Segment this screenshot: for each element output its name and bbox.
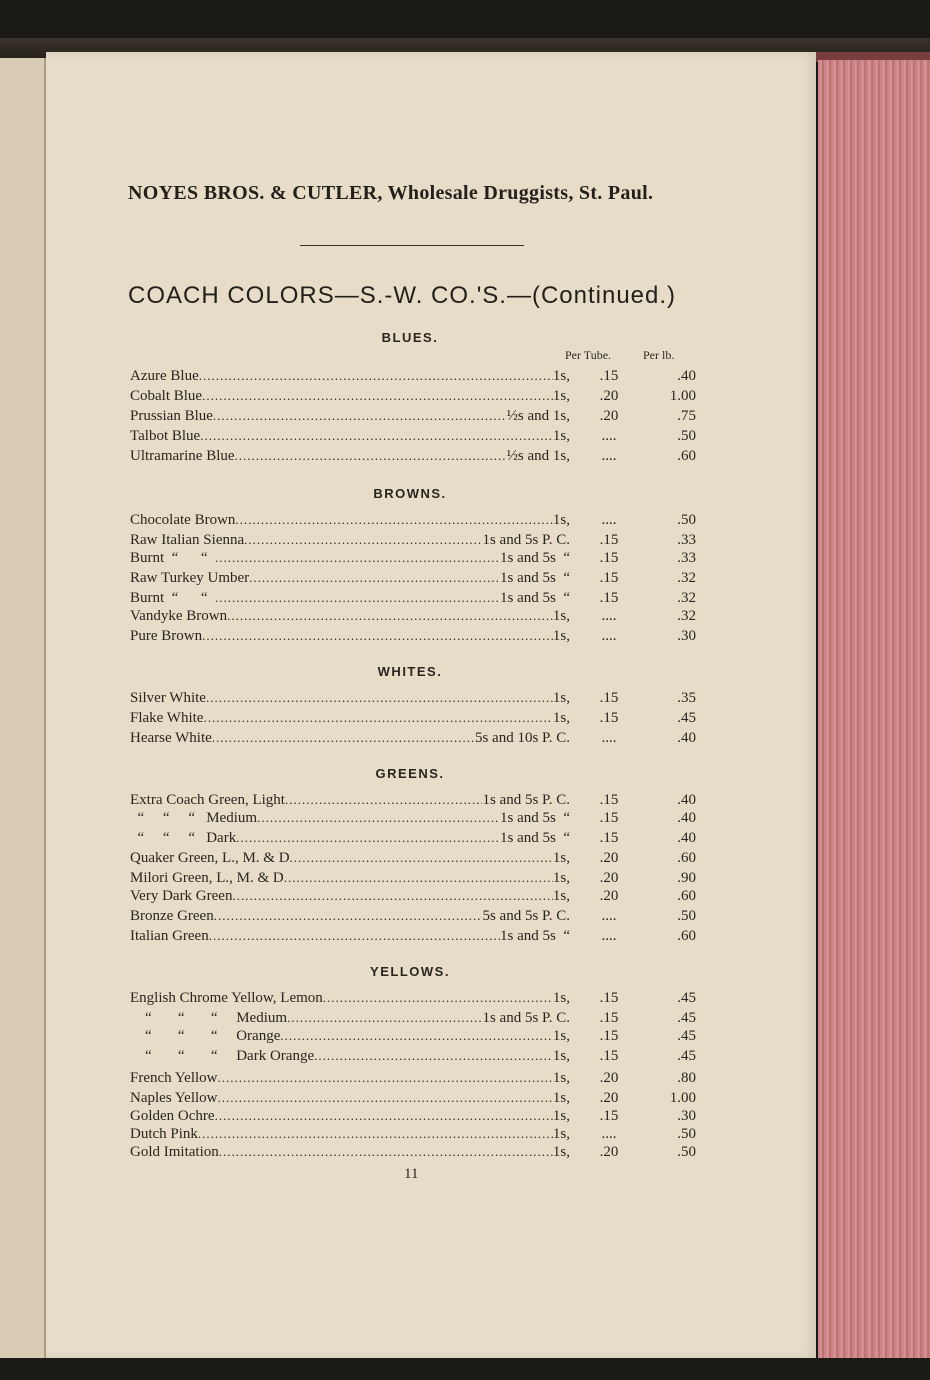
dot-leader bbox=[280, 1026, 553, 1046]
item-packaging: 5s and 10s P. C. bbox=[474, 730, 570, 746]
item-name: Azure Blue bbox=[130, 368, 199, 384]
item-packaging: 1s and 5s “ bbox=[500, 810, 570, 826]
item-packaging: 1s and 5s “ bbox=[500, 830, 570, 846]
price-row bbox=[130, 808, 696, 828]
item-name: Talbot Blue bbox=[130, 428, 201, 444]
price-per-lb: .32 bbox=[677, 590, 696, 606]
item-leader bbox=[130, 886, 570, 906]
page-block-edges bbox=[818, 60, 930, 1358]
price-row bbox=[130, 568, 696, 588]
dot-leader bbox=[214, 906, 483, 926]
item-packaging: 5s and 5s P. C. bbox=[482, 908, 570, 924]
item-leader bbox=[130, 688, 570, 708]
price-per-lb: .40 bbox=[677, 792, 696, 808]
dot-leader bbox=[314, 1046, 553, 1066]
item-name: “ “ “ Dark Orange bbox=[130, 1048, 315, 1064]
item-leader bbox=[130, 1008, 570, 1028]
price-row bbox=[130, 1068, 696, 1088]
item-packaging: 1s, bbox=[552, 1108, 570, 1124]
price-per-lb: .45 bbox=[677, 1010, 696, 1026]
section-heading: WHITES. bbox=[377, 664, 443, 679]
dot-leader bbox=[285, 790, 483, 810]
price-row bbox=[130, 606, 696, 626]
price-row bbox=[130, 1142, 696, 1162]
item-name: Cobalt Blue bbox=[130, 388, 203, 404]
dot-leader bbox=[202, 386, 553, 406]
price-per-lb: .90 bbox=[677, 870, 696, 886]
item-leader bbox=[130, 848, 570, 868]
page-title: COACH COLORS—S.-W. CO.'S.—(Continued.) bbox=[128, 282, 677, 309]
price-per-tube: .20 bbox=[599, 388, 619, 404]
price-row bbox=[130, 548, 696, 568]
price-per-lb: .50 bbox=[677, 1126, 696, 1142]
item-name: Italian Green bbox=[130, 928, 209, 944]
dot-leader bbox=[200, 426, 553, 446]
item-name: French Yellow bbox=[130, 1070, 218, 1086]
price-row bbox=[130, 886, 696, 906]
item-leader bbox=[130, 606, 570, 626]
column-header-per-tube: Per Tube. bbox=[565, 348, 612, 362]
item-leader bbox=[130, 588, 570, 608]
item-name: Flake White bbox=[130, 710, 204, 726]
price-per-lb: 1.00 bbox=[669, 1090, 696, 1106]
price-per-lb: .32 bbox=[677, 608, 696, 624]
item-name: Quaker Green, L., M. & D bbox=[130, 850, 290, 866]
dot-leader bbox=[235, 446, 507, 466]
item-packaging: 1s, bbox=[552, 1126, 570, 1142]
dot-leader bbox=[323, 988, 553, 1008]
price-per-tube: .... bbox=[601, 512, 617, 528]
price-per-lb: .30 bbox=[677, 628, 696, 644]
facing-page-edge bbox=[0, 58, 46, 1358]
price-per-lb: .60 bbox=[677, 928, 696, 944]
price-per-tube: .15 bbox=[599, 368, 619, 384]
price-row bbox=[130, 1106, 696, 1126]
item-leader bbox=[130, 426, 570, 446]
item-name: Raw Italian Sienna bbox=[130, 532, 245, 548]
item-name: “ “ “ Medium bbox=[130, 1010, 288, 1026]
dot-leader bbox=[236, 828, 500, 848]
price-per-tube: .20 bbox=[599, 1144, 619, 1160]
price-per-lb: .40 bbox=[677, 810, 696, 826]
item-name: English Chrome Yellow, Lemon bbox=[130, 990, 323, 1006]
price-per-tube: .15 bbox=[599, 1048, 619, 1064]
dot-leader bbox=[218, 1068, 553, 1088]
price-row bbox=[130, 1088, 696, 1108]
item-packaging: 1s, bbox=[552, 1028, 570, 1044]
item-name: Raw Turkey Umber bbox=[130, 570, 250, 586]
item-leader bbox=[130, 1106, 570, 1126]
dot-leader bbox=[202, 626, 553, 646]
item-leader bbox=[130, 366, 570, 386]
item-name: Burnt “ “ bbox=[130, 590, 215, 606]
item-name: “ “ “ Dark bbox=[130, 830, 237, 846]
item-leader bbox=[130, 790, 570, 810]
price-row bbox=[130, 988, 696, 1008]
price-per-lb: .50 bbox=[677, 908, 696, 924]
price-per-tube: .15 bbox=[599, 710, 619, 726]
item-leader bbox=[130, 1088, 570, 1108]
page-header: NOYES BROS. & CUTLER, Wholesale Druggists, St. Paul. bbox=[128, 182, 654, 204]
item-leader bbox=[130, 708, 570, 728]
price-per-lb: .45 bbox=[677, 1028, 696, 1044]
price-per-tube: .15 bbox=[599, 590, 619, 606]
item-packaging: 1s and 5s P. C. bbox=[482, 532, 570, 548]
price-row bbox=[130, 728, 696, 748]
item-leader bbox=[130, 386, 570, 406]
item-name: Bronze Green bbox=[130, 908, 214, 924]
price-row bbox=[130, 530, 696, 550]
item-packaging: 1s, bbox=[552, 628, 570, 644]
item-name: Very Dark Green bbox=[130, 888, 233, 904]
price-per-lb: .60 bbox=[677, 888, 696, 904]
price-per-lb: .60 bbox=[677, 448, 696, 464]
item-leader bbox=[130, 828, 570, 848]
price-per-lb: .45 bbox=[677, 1048, 696, 1064]
price-per-tube: .15 bbox=[599, 1010, 619, 1026]
price-per-tube: .... bbox=[601, 628, 617, 644]
price-row bbox=[130, 386, 696, 406]
dot-leader bbox=[215, 1106, 553, 1126]
dot-leader bbox=[244, 530, 482, 550]
dot-leader bbox=[249, 568, 500, 588]
dot-leader bbox=[215, 588, 500, 608]
price-per-tube: .... bbox=[601, 908, 617, 924]
dot-leader bbox=[219, 1142, 553, 1162]
price-per-tube: .... bbox=[601, 608, 617, 624]
item-leader bbox=[130, 626, 570, 646]
item-packaging: 1s and 5s “ bbox=[500, 928, 570, 944]
item-leader bbox=[130, 548, 570, 568]
item-name: Naples Yellow bbox=[130, 1090, 218, 1106]
dot-leader bbox=[199, 366, 553, 386]
dot-leader bbox=[218, 1088, 553, 1108]
price-per-tube: .15 bbox=[599, 792, 619, 808]
price-per-tube: .... bbox=[601, 730, 617, 746]
dot-leader bbox=[227, 606, 553, 626]
price-per-tube: .20 bbox=[599, 870, 619, 886]
item-name: Hearse White bbox=[130, 730, 212, 746]
price-row bbox=[130, 868, 696, 888]
dot-leader bbox=[212, 728, 475, 748]
item-packaging: ½s and 1s, bbox=[506, 408, 570, 424]
item-packaging: 1s, bbox=[552, 608, 570, 624]
item-name: Golden Ochre bbox=[130, 1108, 215, 1124]
price-per-tube: .15 bbox=[599, 532, 619, 548]
item-name: Vandyke Brown bbox=[130, 608, 228, 624]
price-per-lb: .40 bbox=[677, 730, 696, 746]
price-per-lb: .35 bbox=[677, 690, 696, 706]
item-packaging: 1s, bbox=[552, 870, 570, 886]
price-row bbox=[130, 1008, 696, 1028]
item-packaging: 1s and 5s P. C. bbox=[482, 1010, 570, 1026]
dot-leader bbox=[213, 406, 507, 426]
dot-leader bbox=[287, 1008, 482, 1028]
item-packaging: 1s, bbox=[552, 368, 570, 384]
price-row bbox=[130, 406, 696, 426]
item-packaging: 1s, bbox=[552, 990, 570, 1006]
price-row bbox=[130, 828, 696, 848]
price-row bbox=[130, 588, 696, 608]
dot-leader bbox=[198, 1124, 553, 1144]
price-per-lb: .32 bbox=[677, 570, 696, 586]
item-packaging: 1s and 5s P. C. bbox=[482, 792, 570, 808]
item-packaging: 1s, bbox=[552, 428, 570, 444]
item-leader bbox=[130, 510, 570, 530]
item-name: “ “ “ Medium bbox=[130, 810, 258, 826]
item-name: Milori Green, L., M. & D bbox=[130, 870, 284, 886]
price-row bbox=[130, 426, 696, 446]
price-per-tube: .20 bbox=[599, 888, 619, 904]
item-leader bbox=[130, 530, 570, 550]
price-per-lb: .75 bbox=[677, 408, 696, 424]
price-per-tube: .15 bbox=[599, 550, 619, 566]
item-leader bbox=[130, 1068, 570, 1088]
price-per-lb: .45 bbox=[677, 710, 696, 726]
section-heading: YELLOWS. bbox=[370, 964, 450, 979]
price-per-tube: .... bbox=[601, 928, 617, 944]
item-packaging: 1s and 5s “ bbox=[500, 550, 570, 566]
section-heading: BLUES. bbox=[381, 330, 439, 345]
price-row bbox=[130, 1046, 696, 1066]
item-packaging: 1s, bbox=[552, 1144, 570, 1160]
item-name: Dutch Pink bbox=[130, 1126, 198, 1142]
dot-leader bbox=[215, 548, 500, 568]
price-per-tube: .15 bbox=[599, 990, 619, 1006]
price-per-lb: .30 bbox=[677, 1108, 696, 1124]
price-row bbox=[130, 626, 696, 646]
item-name: Silver White bbox=[130, 690, 206, 706]
price-per-lb: .40 bbox=[677, 830, 696, 846]
item-name: Gold Imitation bbox=[130, 1144, 219, 1160]
price-per-tube: .15 bbox=[599, 690, 619, 706]
price-per-tube: .... bbox=[601, 1126, 617, 1142]
item-name: Extra Coach Green, Light bbox=[130, 792, 285, 808]
item-packaging: 1s and 5s “ bbox=[500, 590, 570, 606]
column-header-per-lb: Per lb. bbox=[643, 348, 675, 362]
price-row bbox=[130, 688, 696, 708]
price-per-tube: .15 bbox=[599, 810, 619, 826]
dot-leader bbox=[257, 808, 500, 828]
dot-leader bbox=[206, 688, 553, 708]
price-row bbox=[130, 1124, 696, 1144]
price-per-tube: .... bbox=[601, 428, 617, 444]
item-leader bbox=[130, 1124, 570, 1144]
price-per-tube: .20 bbox=[599, 1070, 619, 1086]
price-per-lb: .50 bbox=[677, 1144, 696, 1160]
price-per-lb: .50 bbox=[677, 512, 696, 528]
price-row bbox=[130, 446, 696, 466]
price-per-lb: .80 bbox=[677, 1070, 696, 1086]
item-packaging: 1s and 5s “ bbox=[500, 570, 570, 586]
item-packaging: 1s, bbox=[552, 710, 570, 726]
item-leader bbox=[130, 406, 570, 426]
price-per-lb: 1.00 bbox=[669, 388, 696, 404]
dot-leader bbox=[284, 868, 553, 888]
item-name: Ultramarine Blue bbox=[130, 448, 235, 464]
item-packaging: 1s, bbox=[552, 512, 570, 528]
item-leader bbox=[130, 1046, 570, 1066]
price-row bbox=[130, 926, 696, 946]
item-packaging: ½s and 1s, bbox=[506, 448, 570, 464]
section-heading: GREENS. bbox=[375, 766, 445, 781]
header-rule bbox=[300, 245, 524, 246]
dot-leader bbox=[290, 848, 553, 868]
price-per-tube: .15 bbox=[599, 830, 619, 846]
item-leader bbox=[130, 1026, 570, 1046]
price-per-tube: .15 bbox=[599, 1028, 619, 1044]
price-per-lb: .33 bbox=[677, 550, 696, 566]
price-per-lb: .40 bbox=[677, 368, 696, 384]
price-row bbox=[130, 366, 696, 386]
price-per-lb: .50 bbox=[677, 428, 696, 444]
item-name: Prussian Blue bbox=[130, 408, 213, 424]
price-row bbox=[130, 708, 696, 728]
section-heading: BROWNS. bbox=[373, 486, 447, 501]
item-name: Burnt “ “ bbox=[130, 550, 215, 566]
item-packaging: 1s, bbox=[552, 850, 570, 866]
item-packaging: 1s, bbox=[552, 1070, 570, 1086]
price-per-tube: .15 bbox=[599, 1108, 619, 1124]
item-leader bbox=[130, 728, 570, 748]
item-leader bbox=[130, 906, 570, 926]
item-leader bbox=[130, 868, 570, 888]
dot-leader bbox=[209, 926, 500, 946]
price-row bbox=[130, 510, 696, 530]
dot-leader bbox=[203, 708, 552, 728]
dot-leader bbox=[235, 510, 553, 530]
item-packaging: 1s, bbox=[552, 690, 570, 706]
item-packaging: 1s, bbox=[552, 888, 570, 904]
price-row bbox=[130, 790, 696, 810]
price-row bbox=[130, 906, 696, 926]
price-per-lb: .60 bbox=[677, 850, 696, 866]
item-leader bbox=[130, 446, 570, 466]
item-name: “ “ “ Orange bbox=[130, 1028, 281, 1044]
item-packaging: 1s, bbox=[552, 1048, 570, 1064]
item-packaging: 1s, bbox=[552, 388, 570, 404]
price-per-tube: .20 bbox=[599, 1090, 619, 1106]
dot-leader bbox=[232, 886, 552, 906]
item-name: Pure Brown bbox=[130, 628, 203, 644]
price-per-lb: .33 bbox=[677, 532, 696, 548]
item-leader bbox=[130, 1142, 570, 1162]
item-leader bbox=[130, 988, 570, 1008]
page-number: 11 bbox=[404, 1166, 419, 1182]
price-row bbox=[130, 1026, 696, 1046]
item-leader bbox=[130, 568, 570, 588]
price-per-tube: .20 bbox=[599, 408, 619, 424]
item-leader bbox=[130, 926, 570, 946]
price-per-tube: .20 bbox=[599, 850, 619, 866]
item-name: Chocolate Brown bbox=[130, 512, 236, 528]
price-per-tube: .15 bbox=[599, 570, 619, 586]
price-per-tube: .... bbox=[601, 448, 617, 464]
price-per-lb: .45 bbox=[677, 990, 696, 1006]
price-row bbox=[130, 848, 696, 868]
item-packaging: 1s, bbox=[552, 1090, 570, 1106]
item-leader bbox=[130, 808, 570, 828]
